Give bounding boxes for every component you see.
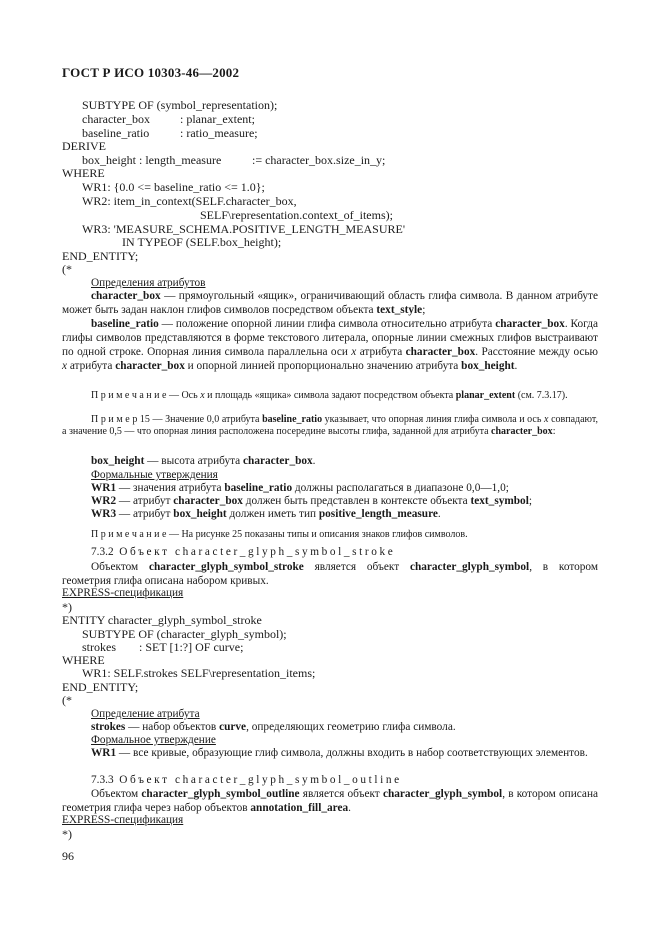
paragraph-outline: Объектом character_glyph_symbol_outline является объект character_glyph_symbol, в котором описана геометрия глифа через набор объектов annotation_fill_area. xyxy=(62,788,599,814)
code-line: SELF\representation.context_of_items); xyxy=(200,208,393,222)
code-line: baseline_ratio xyxy=(82,126,150,140)
code-line: : planar_extent; xyxy=(180,112,255,126)
code-line: ENTITY character_glyph_symbol_stroke xyxy=(62,613,262,627)
express-heading: EXPRESS-спецификация xyxy=(62,814,184,826)
code-line: WR2: item_in_context(SELF.character_box, xyxy=(82,194,297,208)
code-line: SUBTYPE OF (character_glyph_symbol); xyxy=(82,627,287,641)
code-line: IN TYPEOF (SELF.box_height); xyxy=(122,235,282,249)
code-line: END_ENTITY; xyxy=(62,680,139,694)
code-line: *) xyxy=(62,600,72,614)
rule-heading: Формальное утверждение xyxy=(91,734,216,746)
code-line: := character_box.size_in_y; xyxy=(252,153,386,167)
code-line: strokes xyxy=(82,640,116,654)
definition-strokes: strokes — набор объектов curve, определяющих геометрию глифа символа. xyxy=(91,721,456,733)
rule-wr2: WR2 — атрибут character_box должен быть представлен в контексте объекта text_symbol; xyxy=(91,495,532,507)
code-line: SUBTYPE OF (symbol_representation); xyxy=(82,98,278,112)
express-heading: EXPRESS-спецификация xyxy=(62,587,184,599)
document-header: ГОСТ Р ИСО 10303-46—2002 xyxy=(62,65,240,80)
code-line: *) xyxy=(62,827,72,841)
code-line: WR1: SELF.strokes SELF\representation_items; xyxy=(82,666,316,680)
example-15: П р и м е р 15 — Значение 0,0 атрибута baseline_ratio указывает, что опорная линия глифа символа и ось x совпадают, а значение 0,5 — что опорная линия расположена посередине высоты глифа, заданной для атрибута character_box: xyxy=(62,414,599,438)
section-heading-7-3-3: 7.3.3 Объект character_glyph_symbol_outline xyxy=(91,774,402,786)
code-line: character_box xyxy=(82,112,150,126)
code-line: : ratio_measure; xyxy=(180,126,258,140)
code-line: DERIVE xyxy=(62,139,106,153)
rule-wr1-stroke: WR1 — все кривые, образующие глиф символа, должны входить в набор соответствующих элементов. xyxy=(91,747,588,759)
code-line: WR1: {0.0 <= baseline_ratio <= 1.0}; xyxy=(82,180,265,194)
code-line: WHERE xyxy=(62,166,105,180)
code-line: WR3: 'MEASURE_SCHEMA.POSITIVE_LENGTH_MEASURE' xyxy=(82,222,405,236)
rules-heading: Формальные утверждения xyxy=(91,469,218,481)
code-line: END_ENTITY; xyxy=(62,249,139,263)
code-line: (* xyxy=(62,262,72,276)
rule-wr1: WR1 — значения атрибута baseline_ratio должны располагаться в диапазоне 0,0—1,0; xyxy=(91,482,509,494)
section-heading-7-3-2: 7.3.2 Объект character_glyph_symbol_stroke xyxy=(91,546,396,558)
code-line: (* xyxy=(62,693,72,707)
note-planar-extent: П р и м е ч а н и е — Ось x и площадь «ящика» символа задают посредством объекта planar_extent (см. 7.3.17). xyxy=(91,390,568,401)
note-figure-25: П р и м е ч а н и е — На рисунке 25 показаны типы и описания знаков глифов символов. xyxy=(91,529,468,540)
paragraph-stroke: Объектом character_glyph_symbol_stroke является объект character_glyph_symbol, в котором геометрия глифа описана набором кривых. xyxy=(62,561,599,587)
paragraph-baseline-ratio: baseline_ratio — положение опорной линии глифа символа относительно атрибута character_box. Когда глифы символов представляются в форме текстового литерала, опорные линии смежных глифов выстраивают по одной строке. Опорная линия символа параллельна оси x атрибута character_box. Расстояние между осью x атрибута character_box и опорной линией пропорционально значению атрибута box_height. xyxy=(62,318,599,372)
code-line: : SET [1:?] OF curve; xyxy=(139,640,244,654)
code-line: box_height : length_measure xyxy=(82,153,222,167)
page-number: 96 xyxy=(62,849,74,863)
paragraph-box-height: box_height — высота атрибута character_box. xyxy=(91,455,316,467)
definitions-heading: Определения атрибутов xyxy=(91,277,206,289)
paragraph-character-box: character_box — прямоугольный «ящик», ограничивающий область глифа символа. В данном атрибуте может быть задан наклон глифов символов посредством объекта text_style; xyxy=(62,290,598,316)
definition-heading: Определение атрибута xyxy=(91,708,200,720)
code-line: WHERE xyxy=(62,653,105,667)
rule-wr3: WR3 — атрибут box_height должен иметь тип positive_length_measure. xyxy=(91,508,441,520)
